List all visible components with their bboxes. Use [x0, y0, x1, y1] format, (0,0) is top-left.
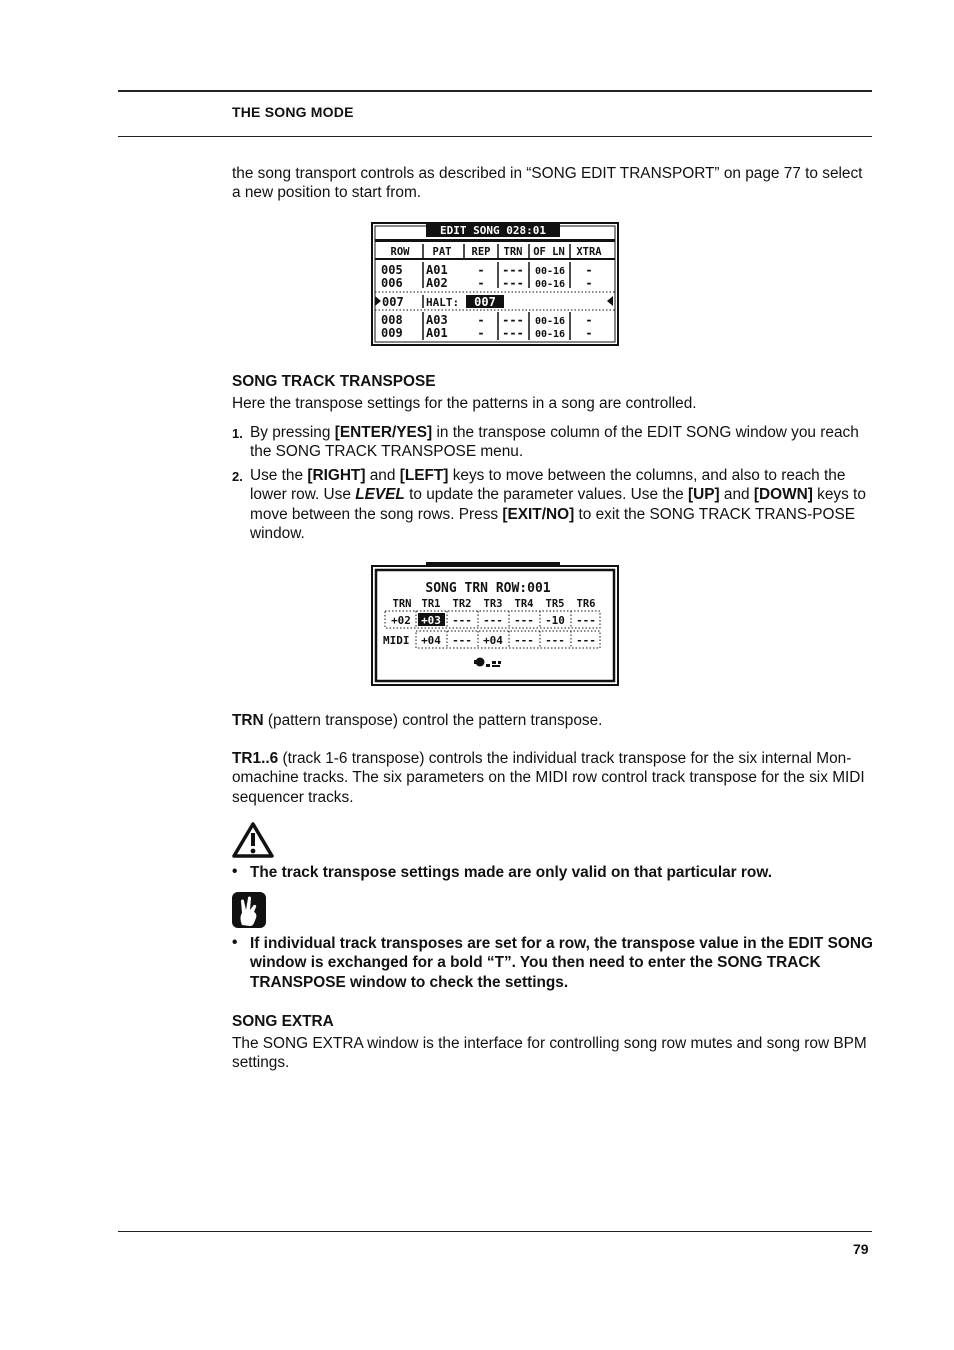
rep-009: - — [477, 326, 485, 340]
tip-text: If individual track transposes are set for a row, the transpose value in the EDIT SONG window is exchanged for a bold “T”. You then need to enter the SONG TRACK TRANSPOSE window to check the settings. — [250, 935, 873, 991]
col-pat: PAT — [432, 246, 452, 258]
col-tr1: TR1 — [421, 598, 441, 610]
xtra-009: - — [585, 326, 593, 340]
midi-label: MIDI — [383, 634, 410, 647]
col-tr6: TR6 — [576, 598, 596, 610]
step-2-text: Use the [RIGHT] and [LEFT] keys to move between the columns, and also to reach the lower row. Use LEVEL to update the parameter values. Use the [UP] and [DOWN] keys to move between the song rows. Press [EXIT/NO] to exit the SONG TRACK TRANS-POSE window. — [250, 467, 866, 542]
song-trn-screen — [371, 561, 619, 688]
edit-song-screen — [371, 222, 619, 348]
header-bottom-rule — [118, 136, 872, 137]
ofln-008: 00-16 — [534, 316, 566, 327]
ofln-006: 00-16 — [534, 279, 566, 290]
tr5-value: -10 — [545, 614, 565, 627]
page-number: 79 — [853, 1241, 869, 1257]
midi-tr1: +04 — [421, 634, 441, 647]
transpose-intro: Here the transpose settings for the patterns in a song are controlled. — [232, 395, 697, 412]
header-top-rule — [118, 90, 872, 92]
ofln-005: 00-16 — [534, 266, 566, 277]
trn-value: +02 — [391, 614, 411, 627]
rep-005: - — [477, 263, 485, 277]
tr6-value: --- — [576, 614, 596, 627]
col-trn2: TRN — [392, 598, 412, 610]
col-tr2: TR2 — [452, 598, 472, 610]
tr3-value: --- — [483, 614, 503, 627]
midi-tr5: --- — [545, 634, 565, 647]
ofln-009: 00-16 — [534, 329, 566, 340]
step-1-text: By pressing [ENTER/YES] in the transpose column of the EDIT SONG window you reach the SONG TRACK TRANSPOSE menu. — [250, 424, 859, 461]
song-trn-title: SONG TRN ROW:001 — [425, 581, 551, 596]
pat-005: A01 — [426, 263, 448, 277]
xtra-008: - — [585, 313, 593, 327]
midi-tr4: --- — [514, 634, 534, 647]
step-1-number: 1. — [232, 426, 243, 441]
trn-008: --- — [502, 313, 524, 327]
tip-bullet: • — [232, 934, 238, 951]
row-006: 006 — [381, 276, 403, 290]
col-tr5: TR5 — [545, 598, 565, 610]
col-trn: TRN — [503, 246, 523, 258]
rep-006: - — [477, 276, 485, 290]
col-xtra: XTRA — [576, 246, 602, 258]
rep-008: - — [477, 313, 485, 327]
halt-value: 007 — [474, 295, 496, 309]
col-tr4: TR4 — [514, 598, 534, 610]
tr4-value: --- — [514, 614, 534, 627]
step-2-number: 2. — [232, 469, 243, 484]
footer-rule — [118, 1231, 872, 1232]
intro-paragraph: the song transport controls as described in “SONG EDIT TRANSPORT” on page 77 to select a new position to start from. — [232, 165, 863, 202]
halt-label: HALT: — [426, 296, 460, 309]
warning-bullet: • — [232, 863, 238, 880]
row-008: 008 — [381, 313, 403, 327]
midi-tr2: --- — [452, 634, 472, 647]
tr-description: TR1..6 (track 1-6 transpose) controls the individual track transpose for the six internal Mon-omachine tracks. The six parameters on the MIDI row control track transpose for the six MIDI sequencer tracks. — [232, 750, 865, 806]
trn-005: --- — [502, 263, 524, 277]
midi-tr3: +04 — [483, 634, 503, 647]
edit-song-title: EDIT SONG 028:01 — [440, 224, 546, 237]
pat-006: A02 — [426, 276, 448, 290]
row-005: 005 — [381, 263, 403, 277]
song-extra-text: The SONG EXTRA window is the interface for controlling song row mutes and song row BPM settings. — [232, 1035, 867, 1072]
trn-description: TRN (pattern transpose) control the pattern transpose. — [232, 712, 603, 729]
col-ofln: OF LN — [533, 246, 565, 258]
warning-triangle-icon — [231, 821, 275, 859]
col-rep: REP — [471, 246, 491, 258]
xtra-005: - — [585, 263, 593, 277]
row-007: 007 — [382, 295, 404, 309]
tr1-value: +03 — [421, 614, 441, 627]
col-tr3: TR3 — [483, 598, 503, 610]
peace-hand-icon — [232, 892, 266, 928]
pat-008: A03 — [426, 313, 448, 327]
trn-006: --- — [502, 276, 524, 290]
xtra-006: - — [585, 276, 593, 290]
pat-009: A01 — [426, 326, 448, 340]
midi-tr6: --- — [576, 634, 596, 647]
trn-009: --- — [502, 326, 524, 340]
song-extra-heading: SONG EXTRA — [232, 1013, 334, 1030]
col-row: ROW — [390, 246, 410, 258]
transpose-heading: SONG TRACK TRANSPOSE — [232, 373, 436, 390]
row-009: 009 — [381, 326, 403, 340]
warning-text: The track transpose settings made are only valid on that particular row. — [250, 864, 772, 881]
header-title: THE SONG MODE — [232, 104, 354, 120]
tr2-value: --- — [452, 614, 472, 627]
